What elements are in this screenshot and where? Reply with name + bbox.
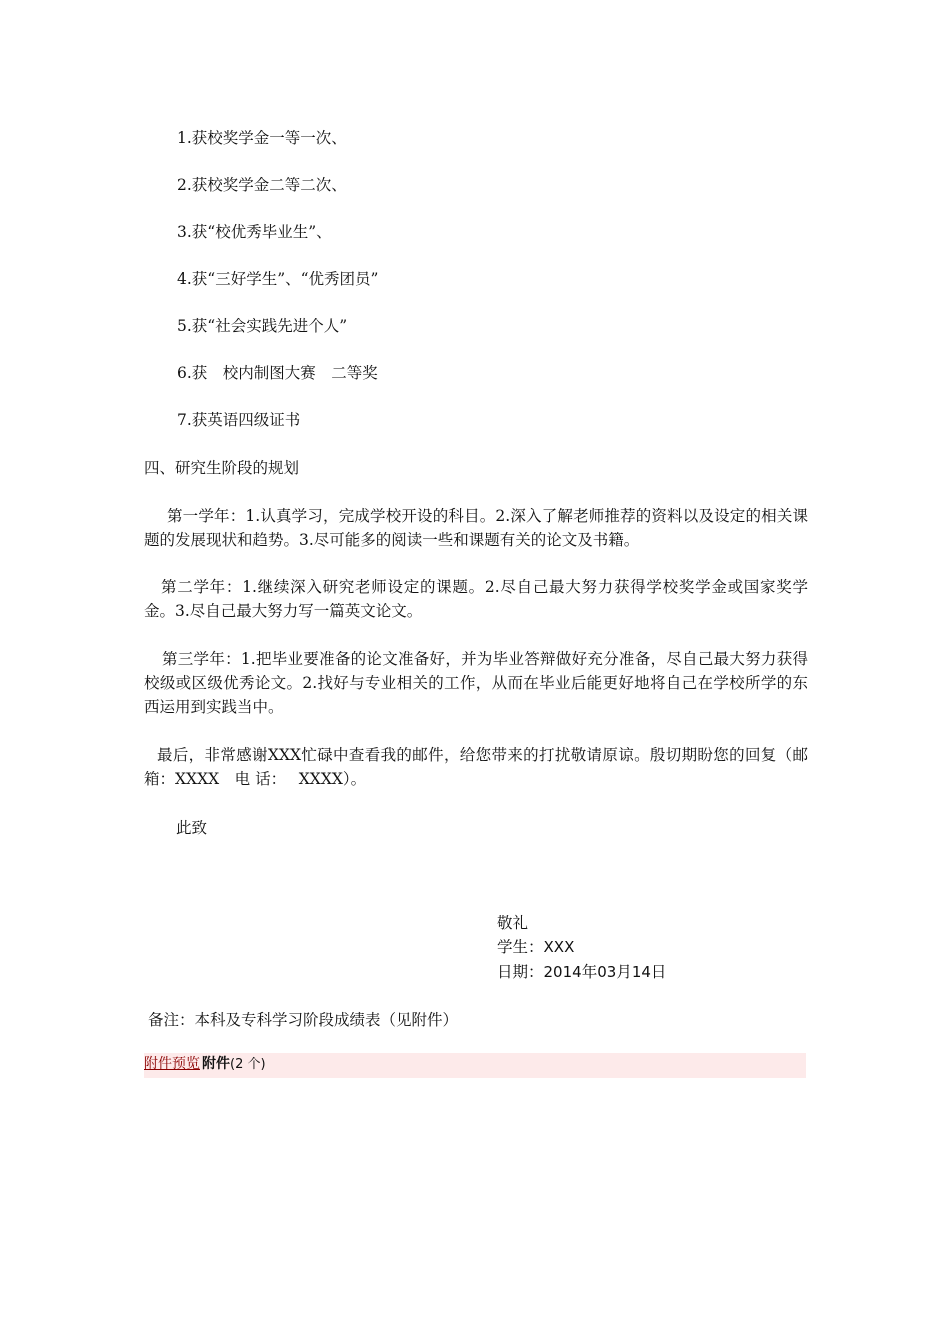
- attachment-note: 备注：本科及专科学习阶段成绩表（见附件）: [148, 1011, 459, 1029]
- attachment-preview-link[interactable]: 附件预览: [144, 1056, 200, 1072]
- date-day: 14: [631, 963, 651, 981]
- plan-year-3: 第三学年：1.把毕业要准备的论文准备好，并为毕业答辩做好充分准备，尽自己最大努力获得校级或区级优秀论文。2.找好与专业相关的工作，从而在毕业后能更好地将自己在学校所学的东西运用到实践当中。: [144, 650, 808, 716]
- award-item-7: 7.获英语四级证书: [177, 411, 301, 429]
- award-item-4: 4.获“三好学生”、“优秀团员”: [177, 270, 379, 288]
- signature-date: [497, 960, 666, 984]
- date-label: 日期：: [497, 963, 544, 981]
- award-item-1: 1.获校奖学金一等一次、: [177, 129, 347, 147]
- student-label: 学生：: [497, 938, 544, 956]
- closing-paragraph: 最后，非常感谢XXX忙碌中查看我的邮件，给您带来的打扰敬请原谅。殷切期盼您的回复（邮箱：XXXX 电 话： XXXX）。: [144, 746, 808, 788]
- plan-year-1: 第一学年：1.认真学习，完成学校开设的科目。2.深入了解老师推荐的资料以及设定的相关课题的发展现状和趋势。3.尽可能多的阅读一些和课题有关的论文及书籍。: [144, 507, 808, 549]
- award-item-3: 3.获“校优秀毕业生”、: [177, 223, 332, 241]
- signature-regards: 敬礼: [497, 914, 529, 932]
- date-day-unit: 日: [650, 963, 667, 981]
- attachment-title: 附件: [202, 1056, 230, 1072]
- date-year-unit: 年: [581, 963, 598, 981]
- section-heading: 四、研究生阶段的规划: [144, 459, 300, 477]
- date-year: 2014: [543, 963, 582, 981]
- salutation: 此致: [176, 819, 208, 837]
- date-month: 03: [597, 963, 617, 981]
- plan-year-2: 第二学年：1.继续深入研究老师设定的课题。2.尽自己最大努力获得学校奖学金或国家奖学金。3.尽自己最大努力写一篇英文论文。: [144, 578, 808, 620]
- attachment-bar: [144, 1053, 806, 1078]
- attachment-count: (2 个): [230, 1057, 266, 1072]
- signature-student: [497, 935, 574, 959]
- award-item-2: 2.获校奖学金二等二次、: [177, 176, 347, 194]
- date-month-unit: 月: [616, 963, 632, 981]
- student-name: XXX: [543, 938, 575, 956]
- award-item-5: 5.获“社会实践先进个人”: [177, 317, 348, 335]
- award-item-6: 6.获 校内制图大赛 二等奖: [177, 364, 378, 382]
